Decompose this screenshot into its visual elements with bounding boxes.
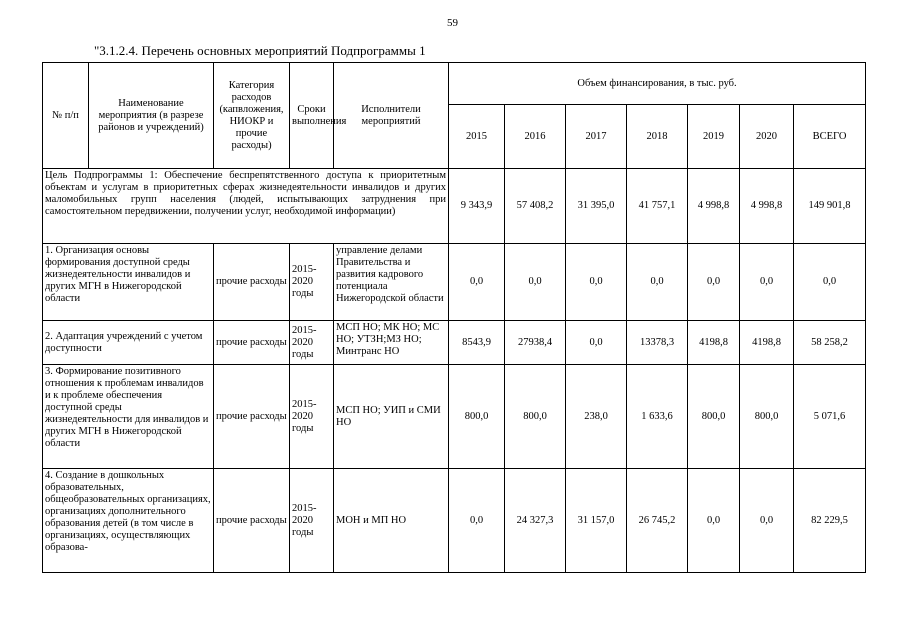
header-year: 2017 [566,105,627,169]
measure-value: 5 071,6 [794,365,866,469]
goal-value: 9 343,9 [449,169,505,244]
measure-deadline: 2015-2020 годы [290,244,334,321]
measure-deadline: 2015-2020 годы [290,321,334,365]
goal-value: 4 998,8 [688,169,740,244]
measure-executors: МОН и МП НО [334,469,449,573]
header-num: № п/п [43,63,89,169]
goal-value: 4 998,8 [740,169,794,244]
measure-value: 1 633,6 [627,365,688,469]
measure-deadline: 2015-2020 годы [290,365,334,469]
goal-value: 31 395,0 [566,169,627,244]
measure-executors: МСП НО; УИП и СМИ НО [334,365,449,469]
measure-value: 0,0 [449,469,505,573]
measure-value: 24 327,3 [505,469,566,573]
measure-name: 4. Создание в дошкольных образовательных, общеобразовательных организациях, организациях дополнительного образования детей (в том числе в организациях, осуществляющих образова- [43,469,214,573]
measure-value: 0,0 [449,244,505,321]
measure-value: 4198,8 [688,321,740,365]
measure-executors: управление делами Правительства и развития кадрового потенциала Нижегородской области [334,244,449,321]
header-year: 2016 [505,105,566,169]
measure-name: 3. Формирование позитивного отношения к проблемам инвалидов и к проблеме обеспечения доступной среды жизнедеятельности для инвалидов и других МГН в Нижегородской области [43,365,214,469]
table-row [43,365,866,469]
measure-name: 1. Организация основы формирования доступной среды жизнедеятельности инвалидов и других МГН в Нижегородской области [43,244,214,321]
measure-category: прочие расходы [214,365,290,469]
measure-value: 27938,4 [505,321,566,365]
measure-value: 238,0 [566,365,627,469]
section-heading: "3.1.2.4. Перечень основных мероприятий Подпрограммы 1 [94,43,426,58]
header-row-1 [43,63,866,105]
header-year: 2018 [627,105,688,169]
measure-category: прочие расходы [214,469,290,573]
measure-value: 4198,8 [740,321,794,365]
goal-row [43,169,866,244]
measure-value: 800,0 [449,365,505,469]
measure-value: 0,0 [688,469,740,573]
header-deadline: Сроки выполнения [290,63,334,169]
table-row [43,469,866,573]
measure-value: 13378,3 [627,321,688,365]
measure-value: 82 229,5 [794,469,866,573]
measure-value: 0,0 [740,244,794,321]
header-category: Категория расходов (капвложения, НИОКР и прочие расходы) [214,63,290,169]
measure-executors: МСП НО; МК НО; МС НО; УТЗН;МЗ НО; Минтранс НО [334,321,449,365]
table-row [43,244,866,321]
measure-value: 0,0 [794,244,866,321]
measure-value: 0,0 [627,244,688,321]
measure-value: 0,0 [566,244,627,321]
measure-value: 800,0 [505,365,566,469]
goal-value: 41 757,1 [627,169,688,244]
header-name: Наименование мероприятия (в разрезе районов и учреждений) [89,63,214,169]
measure-value: 31 157,0 [566,469,627,573]
measure-category: прочие расходы [214,321,290,365]
header-year: 2020 [740,105,794,169]
measure-value: 0,0 [505,244,566,321]
measure-value: 800,0 [740,365,794,469]
measure-value: 800,0 [688,365,740,469]
measure-value: 0,0 [688,244,740,321]
header-total: ВСЕГО [794,105,866,169]
measure-value: 8543,9 [449,321,505,365]
measure-value: 58 258,2 [794,321,866,365]
measure-deadline: 2015-2020 годы [290,469,334,573]
table-row [43,321,866,365]
measure-name: 2. Адаптация учреждений с учетом доступности [43,321,214,365]
measure-category: прочие расходы [214,244,290,321]
measure-value: 26 745,2 [627,469,688,573]
goal-value: 149 901,8 [794,169,866,244]
measures-table [42,62,866,573]
goal-text: Цель Подпрограммы 1: Обеспечение беспрепятственного доступа к приоритетным объектам и услугам в приоритетных сферах жизнедеятельности инвалидов и других маломобильных групп населения (людей, испытывающих затруднения при самостоятельном передвижении, получении услуг, необходимой информации) [43,169,449,244]
measure-value: 0,0 [740,469,794,573]
header-year: 2015 [449,105,505,169]
measure-value: 0,0 [566,321,627,365]
header-funding: Объем финансирования, в тыс. руб. [449,63,866,105]
header-year: 2019 [688,105,740,169]
header-executors: Исполнители мероприятий [334,63,449,169]
goal-value: 57 408,2 [505,169,566,244]
page-number: 59 [447,17,458,29]
